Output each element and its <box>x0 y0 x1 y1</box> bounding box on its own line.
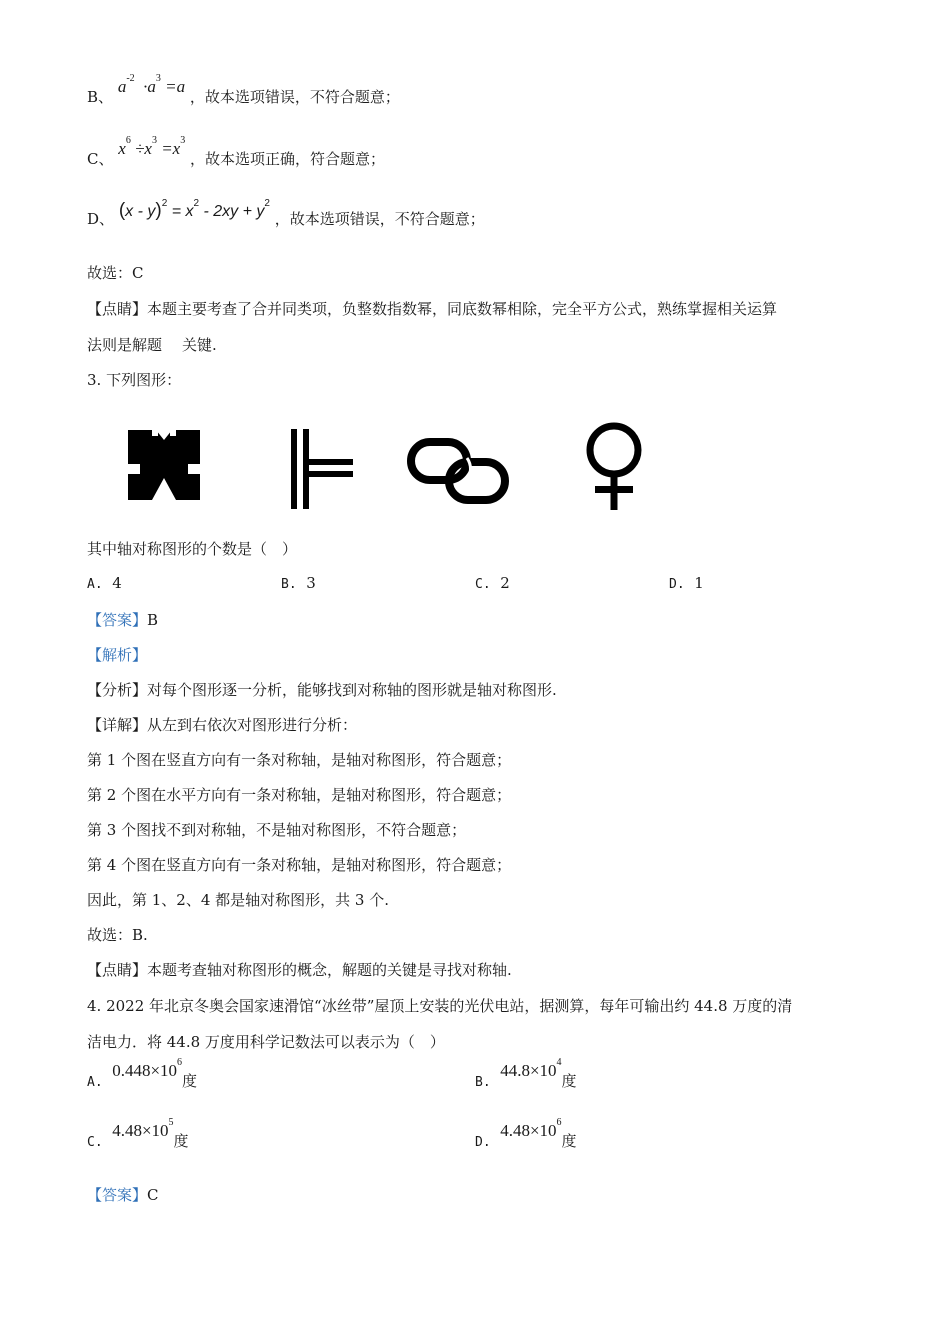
figure-2-bar-3 <box>309 459 353 465</box>
q3-xiangjie-tag: 【详解】 <box>87 716 148 734</box>
q4-option-b <box>475 1057 577 1091</box>
figure-3-chain-links <box>406 436 510 508</box>
q3-fenxi <box>87 679 557 700</box>
q3-option-c-label: C. <box>475 577 491 592</box>
figure-2-bar-1 <box>291 429 297 509</box>
q4-option-c-coef: 4.48 <box>112 1121 142 1140</box>
q4-option-d-label: D. <box>475 1135 491 1150</box>
figure-2-bar-2 <box>303 429 309 509</box>
q2-option-c-text: ，故本选项正确，符合题意； <box>190 150 386 168</box>
figure-4-venus-symbol-icon <box>583 420 647 512</box>
q2-option-c-label: C、 <box>87 150 114 168</box>
q3-choose: 故选：B. <box>87 926 148 944</box>
q3-option-c <box>475 574 510 592</box>
q4-option-b-exp: 4 <box>556 1057 562 1069</box>
q3-fenxi-text: 对每个图形逐一分析，能够找到对称轴的图形就是轴对称图形. <box>147 681 557 699</box>
q4-option-a-formula: $0.448\times 10^6$ <box>112 1057 183 1080</box>
q3-xiangjie-text: 从左到右依次对图形进行分析： <box>147 716 358 734</box>
q3-fenxi-tag: 【分析】 <box>87 681 148 699</box>
q3-option-c-value: 2 <box>500 574 510 592</box>
q4-option-c-exp: 5 <box>168 1117 174 1129</box>
q4-option-c <box>87 1117 189 1151</box>
q3-option-d <box>669 574 704 592</box>
q4-option-b-label: B. <box>475 1075 491 1090</box>
figure-1-block-pattern <box>126 428 202 502</box>
q2-choose: 故选：C <box>87 264 144 282</box>
figure-2-double-line <box>289 429 355 509</box>
q4-option-a-exp: 6 <box>177 1057 183 1069</box>
q4-answer-value: C <box>147 1186 159 1204</box>
q2-option-d-text: ，故本选项错误，不符合题意； <box>274 210 485 228</box>
q2-comment-line1 <box>87 298 777 319</box>
figure-1-shape <box>128 430 200 500</box>
q4-option-a-coef: 0.448 <box>112 1061 151 1080</box>
figure-1-notch-right <box>170 430 176 436</box>
figure-1-notch-left <box>152 430 158 436</box>
q3-option-a-label: A. <box>87 577 103 592</box>
q2-option-c-formula: $x^6 \div x^3 =x^3$ <box>118 135 186 158</box>
q2-comment-tag: 【点睛】 <box>87 300 148 318</box>
q4-option-a-label: A. <box>87 1075 103 1090</box>
q4-option-d <box>475 1117 577 1151</box>
q3-line-4: 第 4 个图在竖直方向有一条对称轴，是轴对称图形，符合题意； <box>87 856 512 874</box>
q3-comment-text: 本题考查轴对称图形的概念，解题的关键是寻找对称轴. <box>147 961 512 979</box>
q3-answer-tag: 【答案】 <box>87 611 148 629</box>
q3-option-d-value: 1 <box>694 574 704 592</box>
q4-option-d-formula: $4.48\times 10^6$ <box>500 1117 562 1140</box>
q3-option-b-label: B. <box>281 577 297 592</box>
figure-4-crossbar <box>595 486 633 493</box>
q2-comment-text2: 法则是解题 <box>87 336 163 354</box>
q2-option-b-formula: $a^{-2} \cdot a^3 =a$ <box>117 73 186 96</box>
q2-option-d <box>87 197 485 230</box>
q2-option-d-formula: $(x - y)^2 = x^2 - 2xy + y^2$ <box>118 197 270 221</box>
q3-option-a <box>87 574 122 592</box>
q4-stem-line2: 洁电力．将 44.8 万度用科学记数法可以表示为（ ） <box>87 1033 445 1051</box>
q4-option-d-exp: 6 <box>556 1117 562 1129</box>
q4-answer <box>87 1184 159 1205</box>
q3-answer-value: B <box>147 611 159 629</box>
q3-line-5: 因此，第 1、2、4 都是轴对称图形，共 3 个. <box>87 891 390 909</box>
q3-analysis-tag: 【解析】 <box>87 646 148 664</box>
q4-stem-line1: 4. 2022 年北京冬奥会国家速滑馆“冰丝带”屋顶上安装的光伏电站，据测算，每年可输出约 44.8 万度的清 <box>87 997 793 1015</box>
q3-question: 其中轴对称图形的个数是（ ） <box>87 540 298 558</box>
q2-option-d-label: D、 <box>87 210 115 228</box>
q4-option-a-unit: 度 <box>182 1072 198 1090</box>
q2-comment-line2 <box>87 334 217 355</box>
q4-option-b-coef: 44.8 <box>500 1061 530 1080</box>
q4-answer-tag: 【答案】 <box>87 1186 148 1204</box>
q3-comment <box>87 959 512 980</box>
q4-option-d-unit: 度 <box>561 1132 577 1150</box>
q3-comment-tag: 【点睛】 <box>87 961 148 979</box>
q3-option-d-label: D. <box>669 577 685 592</box>
q4-option-c-formula: $4.48\times 10^5$ <box>112 1117 174 1140</box>
q2-comment-text2b: 关键. <box>182 336 217 354</box>
q2-option-c <box>87 135 386 169</box>
q3-option-a-value: 4 <box>112 574 122 592</box>
q4-option-b-unit: 度 <box>561 1072 577 1090</box>
q2-option-b-label: B、 <box>87 88 114 106</box>
figure-4-ring <box>590 426 638 474</box>
q2-option-b <box>87 73 400 107</box>
q3-line-1: 第 1 个图在竖直方向有一条对称轴，是轴对称图形，符合题意； <box>87 751 512 769</box>
q3-line-3: 第 3 个图找不到对称轴，不是轴对称图形，不符合题意； <box>87 821 467 839</box>
q3-line-2: 第 2 个图在水平方向有一条对称轴，是轴对称图形，符合题意； <box>87 786 512 804</box>
q3-option-b-value: 3 <box>306 574 316 592</box>
q3-stem: 3. 下列图形： <box>87 371 182 389</box>
q4-option-a <box>87 1057 198 1091</box>
q4-option-d-coef: 4.48 <box>500 1121 530 1140</box>
q4-option-c-label: C. <box>87 1135 103 1150</box>
q3-answer <box>87 609 158 630</box>
figure-2-bar-4 <box>309 471 353 477</box>
q4-option-c-unit: 度 <box>173 1132 189 1150</box>
q2-option-b-text: ，故本选项错误，不符合题意； <box>189 88 400 106</box>
q2-comment-text1: 本题主要考查了合并同类项，负整数指数幂，同底数幂相除，完全平方公式，熟练掌握相关运算 <box>147 300 778 318</box>
q3-option-b <box>281 574 316 592</box>
q4-option-b-formula: $44.8\times 10^4$ <box>500 1057 562 1080</box>
q3-xiangjie <box>87 714 357 735</box>
